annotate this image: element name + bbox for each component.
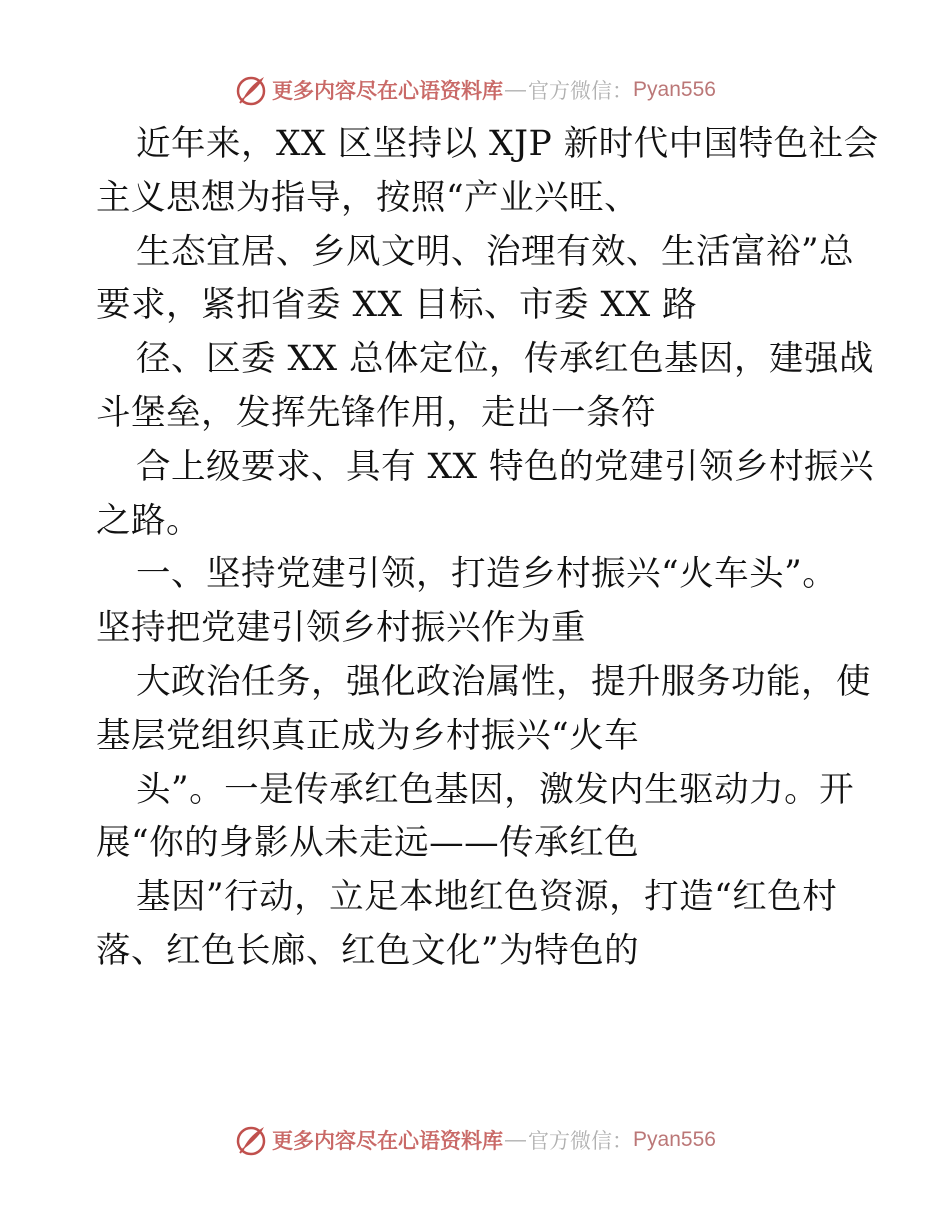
body-line: 之路。 — [96, 500, 201, 541]
body-line: 径、区委 XX 总体定位，传承红色基因，建强战 — [136, 339, 875, 380]
document-body — [96, 118, 879, 979]
body-line: 生态宜居、乡风文明、治理有效、生活富裕”总 — [136, 231, 855, 272]
body-line: 基因”行动，立足本地红色资源，打造“红色村 — [136, 877, 838, 918]
watermark-wechat-label: 官方微信： — [528, 79, 634, 103]
watermark-wechat-label: 官方微信： — [528, 1129, 634, 1153]
watermark-dash: — — [505, 1128, 527, 1151]
body-line: 坚持把党建引领乡村振兴作为重 — [96, 608, 586, 649]
body-line: 合上级要求、具有 XX 特色的党建引领乡村振兴 — [136, 446, 875, 487]
watermark-dash: — — [505, 78, 527, 101]
body-line: 基层党组织真正成为乡村振兴“火车 — [96, 715, 640, 756]
body-line: 落、红色长廊、红色文化”为特色的 — [96, 930, 640, 971]
body-line: 近年来，XX 区坚持以 XJP 新时代中国特色社会 — [136, 124, 879, 164]
body-line: 主义思想为指导，按照“产业兴旺、 — [96, 177, 640, 218]
body-line: 大政治任务，强化政治属性，提升服务功能，使 — [136, 661, 871, 702]
body-line: 展“你的身影从未走远——传承红色 — [96, 823, 640, 864]
feather-quill-logo-icon — [234, 73, 268, 107]
body-line: 头”。一是传承红色基因，激发内生驱动力。开 — [136, 769, 855, 810]
watermark-brand: 更多内容尽在心语资料库 — [272, 1128, 504, 1153]
header-watermark — [0, 70, 950, 110]
watermark-brand: 更多内容尽在心语资料库 — [272, 78, 504, 103]
feather-quill-logo-icon — [234, 1123, 268, 1157]
watermark-wechat-id: Pyan556 — [633, 1128, 716, 1151]
watermark-wechat-id: Pyan556 — [633, 78, 716, 101]
body-line: 斗堡垒，发挥先锋作用，走出一条符 — [96, 392, 656, 433]
section-heading-line: 一、坚持党建引领，打造乡村振兴“火车头”。 — [136, 554, 838, 595]
body-line: 要求，紧扣省委 XX 目标、市委 XX 路 — [96, 285, 698, 326]
footer-watermark — [0, 1120, 950, 1160]
